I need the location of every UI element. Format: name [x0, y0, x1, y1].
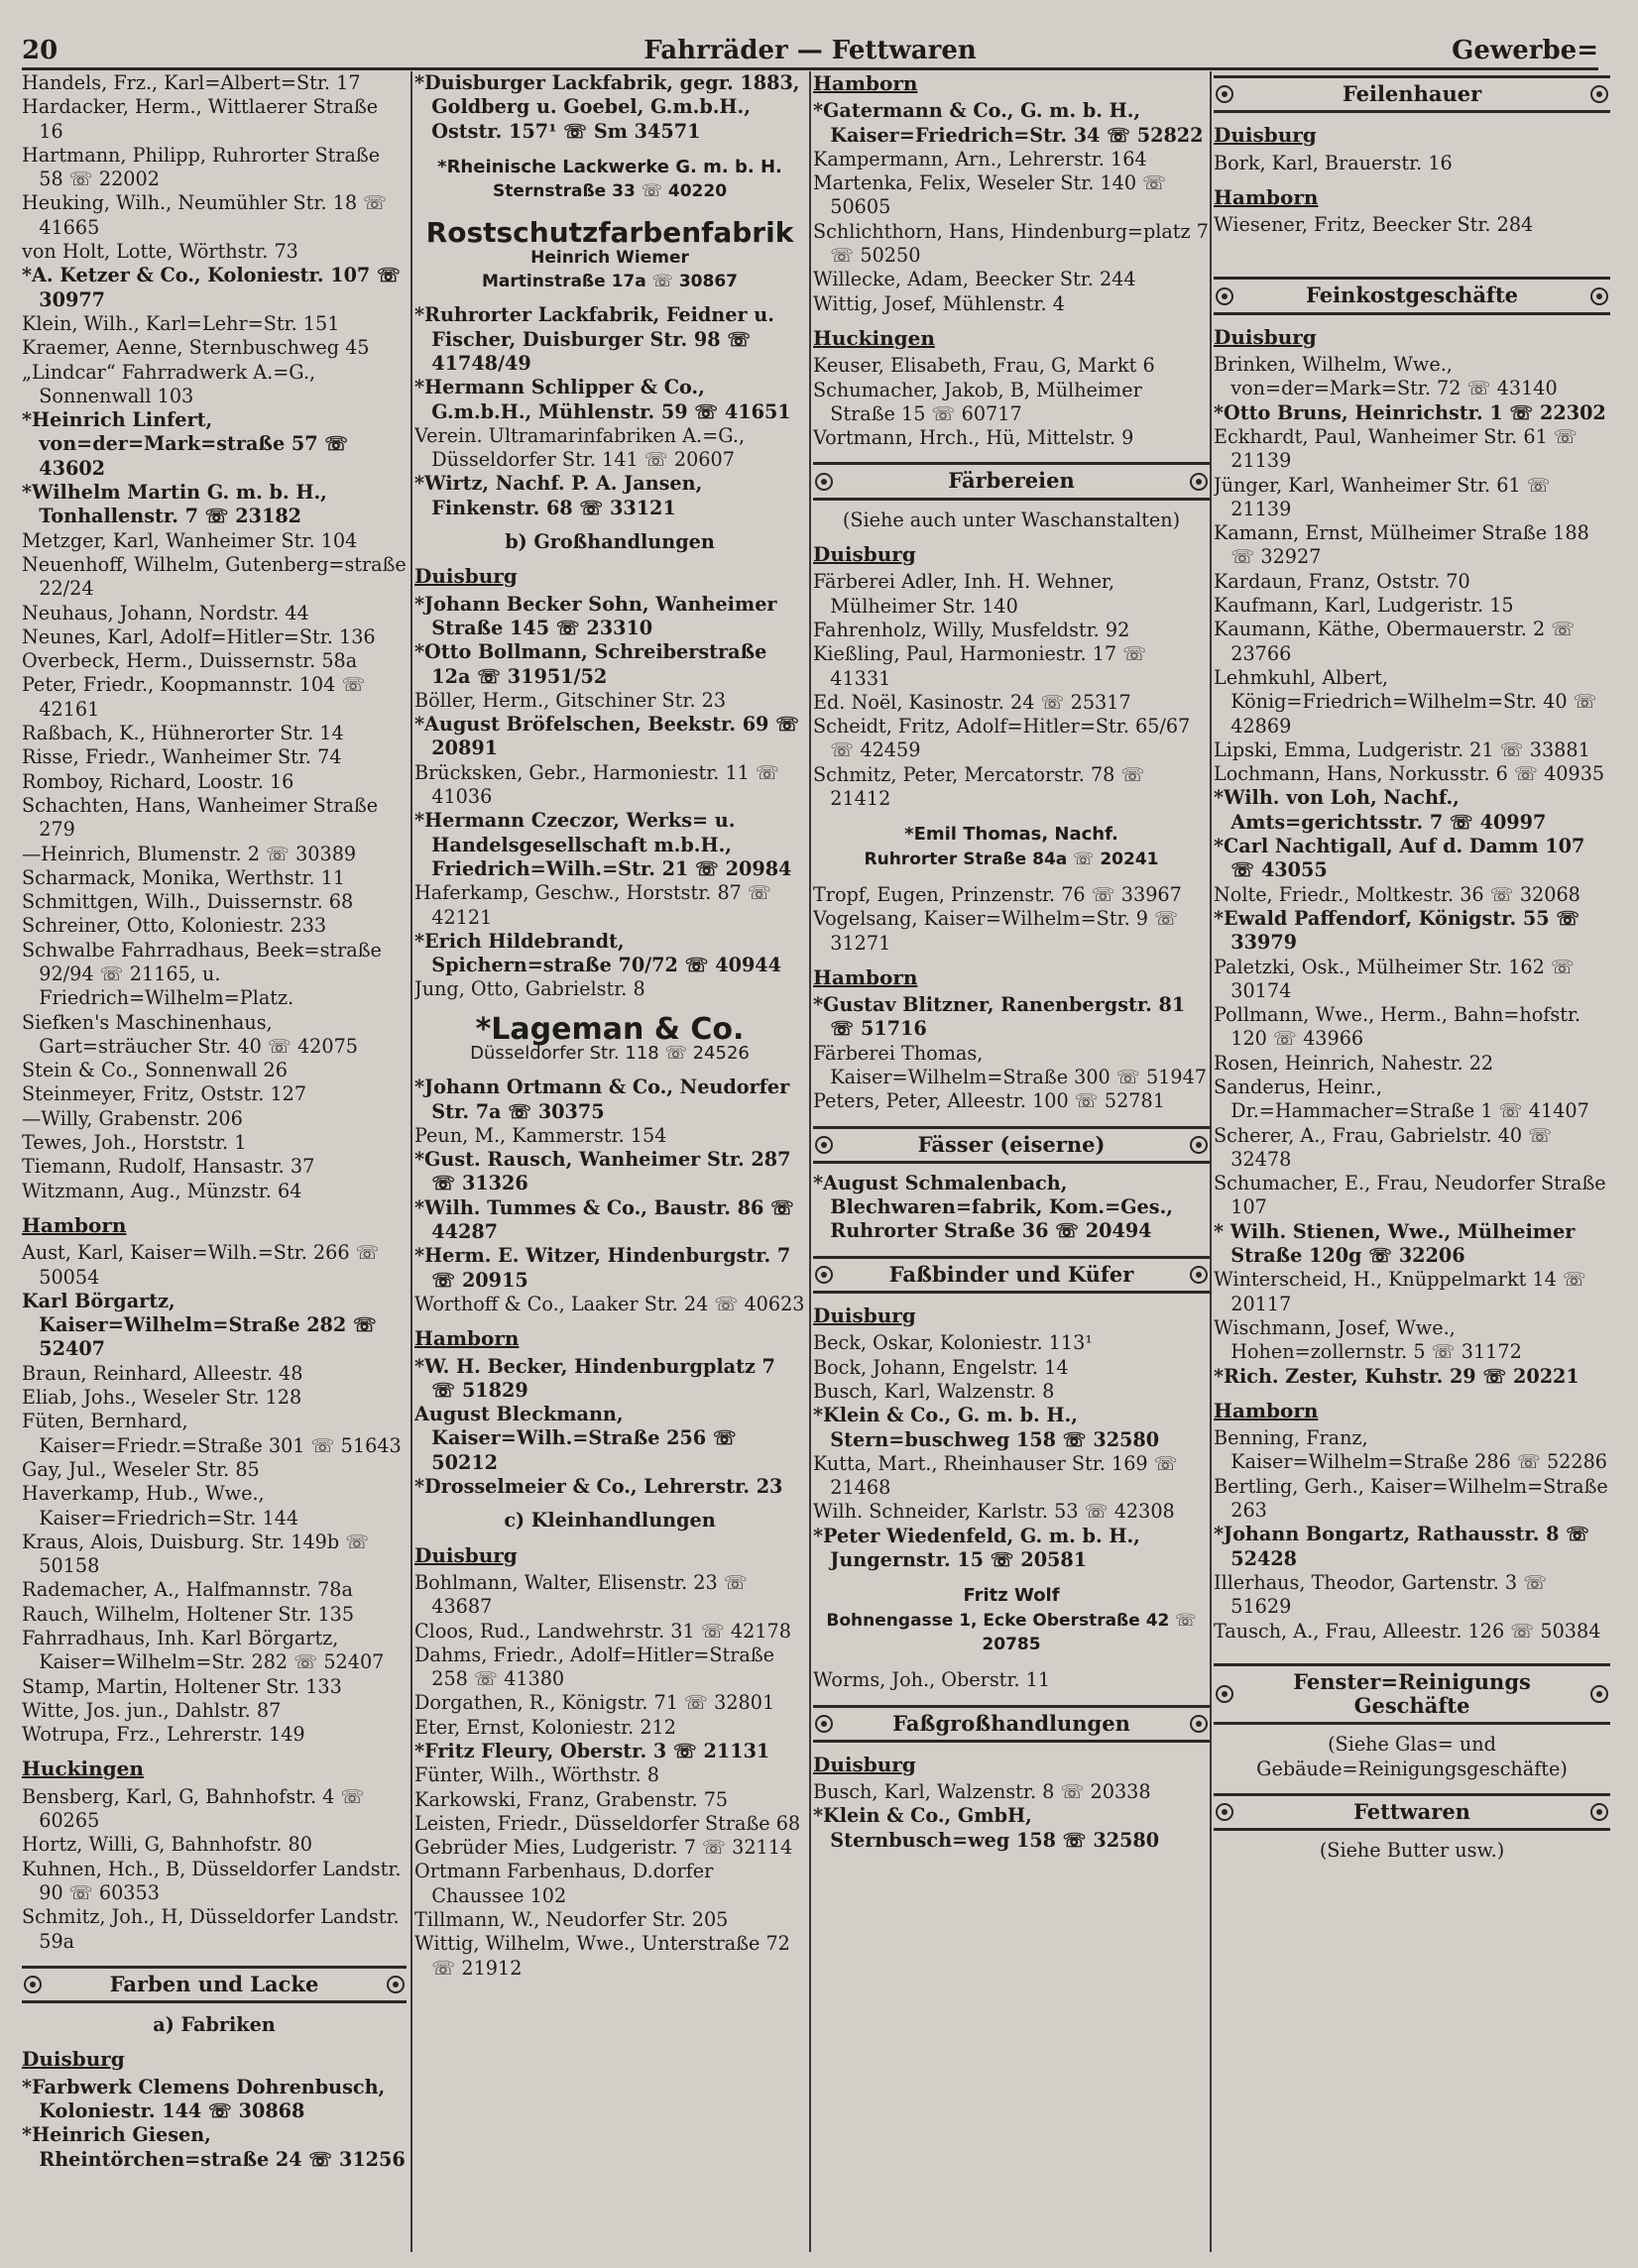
- directory-entry: *Hermann Schlipper & Co., G.m.b.H., Mühlenstr. 59 ☏ 41651: [414, 376, 791, 423]
- section-heading-text: Faßgroßhandlungen: [892, 1710, 1130, 1736]
- section-heading-text: Fenster=Reinigungs Geschäfte: [1293, 1668, 1531, 1719]
- directory-entry: *Farbwerk Clemens Dohrenbusch, Koloniestr. 144 ☏ 30868: [22, 2075, 386, 2123]
- column-4: [1214, 71, 1610, 2252]
- city-heading: Huckingen: [22, 1757, 144, 1781]
- directory-entry: Klein, Wilh., Karl=Lehr=Str. 151: [22, 311, 340, 335]
- column-divider: [1210, 71, 1212, 2252]
- directory-entry: Kardaun, Franz, Oststr. 70: [1214, 569, 1470, 593]
- entry-list: [813, 354, 1210, 450]
- bullet-icon: [1216, 1803, 1233, 1821]
- entry-list: [813, 993, 1210, 1113]
- directory-entry: Witte, Jos. jun., Dahlstr. 87: [22, 1698, 282, 1722]
- bullet-icon: [815, 1715, 833, 1733]
- directory-entry: Schwalbe Fahrradhaus, Beek=straße 92/94 ☏ 21165, u. Friedrich=Wilhelm=Platz.: [22, 938, 382, 1010]
- entry-list: [1214, 1426, 1610, 1644]
- directory-entry: Böller, Herm., Gitschiner Str. 23: [414, 688, 727, 712]
- directory-entry: *Hermann Czeczor, Werks= u. Handelsgesellschaft m.b.H., Friedrich=Wilh.=Str. 21 ☏ 20984: [414, 809, 792, 880]
- entry-list: [813, 1172, 1210, 1244]
- directory-entry: Kießling, Paul, Harmoniestr. 17 ☏ 41331: [813, 642, 1147, 690]
- advertisement: [813, 823, 1210, 871]
- bullet-icon: [1190, 1136, 1208, 1154]
- directory-entry: Peters, Peter, Alleestr. 100 ☏ 52781: [813, 1089, 1165, 1113]
- directory-entry: Aust, Karl, Kaiser=Wilh.=Str. 266 ☏ 50054: [22, 1241, 380, 1289]
- city-heading: Hamborn: [1214, 1398, 1319, 1422]
- page-title: Fahrräder — Fettwaren: [644, 36, 977, 65]
- bullet-icon: [1216, 1685, 1233, 1703]
- city-heading: Duisburg: [22, 2047, 125, 2072]
- directory-entry: Kaufmann, Karl, Ludgeristr. 15: [1214, 594, 1514, 618]
- entry-list: [813, 1331, 1210, 1572]
- bullet-icon: [1590, 85, 1608, 103]
- directory-entry: Stein & Co., Sonnenwall 26: [22, 1059, 288, 1082]
- section-heading: [813, 1126, 1210, 1164]
- bullet-icon: [1190, 1715, 1208, 1733]
- directory-entry: Wischmann, Josef, Wwe., Hohen=zollernstr. 5 ☏ 31172: [1214, 1315, 1522, 1364]
- ad-line: *Emil Thomas, Nachf.: [904, 824, 1118, 846]
- section-heading: [1214, 277, 1610, 314]
- directory-entry: Wittig, Wilhelm, Wwe., Unterstraße 72 ☏ 21912: [414, 1932, 790, 1980]
- directory-entry: Heuking, Wilh., Neumühler Str. 18 ☏ 41665: [22, 191, 388, 239]
- directory-entry: *Heinrich Linfert, von=der=Mark=straße 57 ☏ 43602: [22, 408, 349, 480]
- directory-entry: Vortmann, Hrch., Hü, Mittelstr. 9: [813, 426, 1134, 450]
- ad-line: Fritz Wolf: [963, 1585, 1060, 1607]
- directory-entry: Haverkamp, Hub., Wwe., Kaiser=Friedrich=Str. 144: [22, 1482, 299, 1530]
- directory-entry: *Gust. Rausch, Wanheimer Str. 287 ☏ 31326: [414, 1148, 791, 1195]
- directory-entry: Färberei Thomas, Kaiser=Wilhelm=Straße 300 ☏ 51947: [813, 1041, 1207, 1088]
- directory-entry: Schumacher, Jakob, B, Mülheimer Straße 15 ☏ 60717: [813, 378, 1142, 425]
- directory-entry: *Johann Ortmann & Co., Neudorfer Str. 7a ☏ 30375: [414, 1076, 790, 1123]
- directory-entry: August Bleckmann, Kaiser=Wilh.=Straße 256 ☏ 50212: [414, 1403, 737, 1474]
- entry-list: [1214, 353, 1610, 1389]
- directory-entry: *Wilhelm Martin G. m. b. H., Tonhallenstr. 7 ☏ 23182: [22, 481, 327, 528]
- directory-entry: Brücksken, Gebr., Harmoniestr. 11 ☏ 41036: [414, 760, 779, 809]
- directory-entry: Verein. Ultramarinfabriken A.=G., Düsseldorfer Str. 141 ☏ 20607: [414, 423, 746, 472]
- advertisement: [414, 156, 805, 204]
- directory-entry: —Heinrich, Blumenstr. 2 ☏ 30389: [22, 842, 357, 865]
- directory-entry: Martenka, Felix, Weseler Str. 140 ☏ 50605: [813, 171, 1167, 219]
- directory-entry: Eter, Ernst, Koloniestr. 212: [414, 1715, 676, 1739]
- directory-entry: Tewes, Joh., Horststr. 1: [22, 1131, 247, 1155]
- page-number: 20: [22, 36, 58, 65]
- directory-entry: Pollmann, Wwe., Herm., Bahn=hofstr. 120 ☏ 43966: [1214, 1003, 1581, 1051]
- section-heading-text: Farben und Lacke: [109, 1971, 319, 1996]
- directory-entry: Bertling, Gerh., Kaiser=Wilhelm=Straße 263: [1214, 1474, 1608, 1523]
- running-head: Gewerbe=: [1452, 36, 1598, 65]
- column-divider: [809, 71, 811, 2252]
- city-heading: Duisburg: [813, 1752, 916, 1776]
- bullet-icon: [24, 1976, 42, 1993]
- ad-line: Ruhrorter Straße 84a ☏ 20241: [864, 849, 1159, 869]
- directory-entry: Illerhaus, Theodor, Gartenstr. 3 ☏ 51629: [1214, 1570, 1548, 1619]
- directory-entry: *W. H. Becker, Hindenburgplatz 7 ☏ 51829: [414, 1354, 775, 1402]
- bullet-icon: [1590, 1803, 1608, 1821]
- directory-entry: Tausch, A., Frau, Alleestr. 126 ☏ 50384: [1214, 1619, 1601, 1643]
- bullet-icon: [1216, 85, 1233, 103]
- directory-entry: Tiemann, Rudolf, Hansastr. 37: [22, 1155, 315, 1179]
- directory-entry: Schmittgen, Wilh., Duissernstr. 68: [22, 890, 354, 914]
- directory-entry: Bohlmann, Walter, Elisenstr. 23 ☏ 43687: [414, 1570, 748, 1619]
- section-heading-text: Feilenhauer: [1342, 81, 1482, 106]
- directory-entry: Fünter, Wilh., Wörthstr. 8: [414, 1763, 659, 1787]
- directory-entry: Cloos, Rud., Landwehrstr. 31 ☏ 42178: [414, 1619, 791, 1643]
- directory-entry: Handels, Frz., Karl=Albert=Str. 17: [22, 71, 361, 94]
- ad-line: *Rheinische Lackwerke G. m. b. H.: [437, 156, 782, 177]
- directory-entry: Rademacher, A., Halfmannstr. 78a: [22, 1578, 353, 1602]
- section-heading: [1214, 1793, 1610, 1831]
- bullet-icon: [815, 1266, 833, 1284]
- section-heading: [813, 1705, 1210, 1743]
- directory-entry: Siefken's Maschinenhaus, Gart=sträucher Str. 40 ☏ 42075: [22, 1010, 359, 1058]
- subsection-heading: a) Fabriken: [153, 2013, 276, 2037]
- city-heading: Hamborn: [1214, 184, 1319, 209]
- directory-entry: Scharmack, Monika, Werthstr. 11: [22, 865, 346, 889]
- city-heading: Duisburg: [813, 1304, 916, 1328]
- directory-entry: Färberei Adler, Inh. H. Wehner, Mülheimer Str. 140: [813, 570, 1115, 618]
- directory-entry: Witzmann, Aug., Münzstr. 64: [22, 1179, 302, 1202]
- bullet-icon: [815, 1136, 833, 1154]
- directory-entry: *Heinrich Giesen, Rheintörchen=straße 24 ☏ 31256: [22, 2123, 406, 2171]
- directory-entry: Schmitz, Peter, Mercatorstr. 78 ☏ 21412: [813, 762, 1145, 811]
- directory-entry: Fahrenholz, Willy, Musfeldstr. 92: [813, 618, 1130, 641]
- directory-entry: Ed. Noël, Kasinostr. 24 ☏ 25317: [813, 690, 1131, 714]
- directory-entry: *Wirtz, Nachf. P. A. Jansen, Finkenstr. 68 ☏ 33121: [414, 472, 703, 519]
- directory-entry: Schumacher, E., Frau, Neudorfer Straße 107: [1214, 1172, 1606, 1219]
- directory-entry: *Johann Bongartz, Rathausstr. 8 ☏ 52428: [1214, 1523, 1590, 1570]
- bullet-icon: [815, 473, 833, 491]
- directory-entry: Sanderus, Heinr., Dr.=Hammacher=Straße 1 ☏ 41407: [1214, 1075, 1589, 1123]
- directory-entry: Hortz, Willi, G, Bahnhofstr. 80: [22, 1833, 312, 1857]
- directory-entry: Willecke, Adam, Beecker Str. 244: [813, 268, 1136, 291]
- city-heading: Duisburg: [1214, 123, 1317, 148]
- subsection-heading: b) Großhandlungen: [505, 530, 715, 554]
- directory-entry: *Wilh. Tummes & Co., Baustr. 86 ☏ 44287: [414, 1195, 795, 1244]
- directory-entry: *Gatermann & Co., G. m. b. H., Kaiser=Friedrich=Str. 34 ☏ 52822: [813, 99, 1204, 147]
- directory-entry: Eliab, Johs., Weseler Str. 128: [22, 1386, 302, 1410]
- directory-entry: Ortmann Farbenhaus, D.dorfer Chaussee 102: [414, 1860, 714, 1907]
- bullet-icon: [1590, 287, 1608, 305]
- column-divider: [410, 71, 412, 2252]
- section-heading: [22, 1966, 407, 2003]
- entry-list: [414, 1571, 805, 1981]
- bullet-icon: [387, 1976, 405, 1993]
- directory-entry: Karl Börgartz, Kaiser=Wilhelm=Straße 282 ☏ 52407: [22, 1289, 377, 1361]
- page-header: [22, 36, 1598, 70]
- city-heading: Duisburg: [414, 1542, 518, 1567]
- directory-entry: *A. Ketzer & Co., Koloniestr. 107 ☏ 30977: [22, 264, 401, 311]
- directory-entry: *August Schmalenbach, Blechwaren=fabrik, Kom.=Ges., Ruhrorter Straße 36 ☏ 20494: [813, 1171, 1173, 1243]
- directory-entry: *Drosselmeier & Co., Lehrerstr. 23: [414, 1475, 783, 1499]
- entry-list: [813, 99, 1210, 316]
- directory-entry: Fahrradhaus, Inh. Karl Börgartz, Kaiser=Wilhelm=Str. 282 ☏ 52407: [22, 1627, 385, 1674]
- section-heading: [1214, 1663, 1610, 1726]
- directory-entry: Wittig, Josef, Mühlenstr. 4: [813, 291, 1065, 315]
- directory-entry: Lipski, Emma, Ludgeristr. 21 ☏ 33881: [1214, 737, 1590, 761]
- directory-entry: *Gustav Blitzner, Ranenbergstr. 81 ☏ 51716: [813, 993, 1186, 1041]
- entry-list: [1214, 152, 1610, 175]
- directory-entry: Peun, M., Kammerstr. 154: [414, 1123, 667, 1147]
- entry-list: [813, 1668, 1210, 1692]
- directory-entry: Keuser, Elisabeth, Frau, G, Markt 6: [813, 354, 1155, 378]
- directory-entry: Romboy, Richard, Loostr. 16: [22, 769, 294, 793]
- city-heading: Hamborn: [22, 1212, 127, 1237]
- directory-entry: Risse, Friedr., Wanheimer Str. 74: [22, 745, 342, 769]
- section-heading: [1214, 75, 1610, 113]
- ad-line: Martinstraße 17a ☏ 30867: [482, 272, 738, 292]
- section-heading: [813, 1256, 1210, 1294]
- directory-entry: *Klein & Co., GmbH, Sternbusch=weg 158 ☏ 32580: [813, 1804, 1160, 1852]
- directory-entry: Schreiner, Otto, Koloniestr. 233: [22, 914, 327, 938]
- bullet-icon: [1590, 1685, 1608, 1703]
- directory-entry: Wotrupa, Frz., Lehrerstr. 149: [22, 1723, 305, 1747]
- directory-entry: Metzger, Karl, Wanheimer Str. 104: [22, 528, 358, 552]
- advertisement: [813, 1584, 1210, 1656]
- ad-line: Heinrich Wiemer: [530, 247, 689, 268]
- directory-entry: Bock, Johann, Engelstr. 14: [813, 1355, 1069, 1379]
- directory-entry: Tillmann, W., Neudorfer Str. 205: [414, 1908, 729, 1932]
- directory-entry: Dahms, Friedr., Adolf=Hitler=Straße 258 ☏ 41380: [414, 1643, 775, 1691]
- directory-entry: Kamann, Ernst, Mülheimer Straße 188 ☏ 32927: [1214, 521, 1589, 569]
- ad-line: Bohnengasse 1, Ecke Oberstraße 42 ☏ 20785: [826, 1610, 1197, 1654]
- directory-entry: Nolte, Friedr., Moltkestr. 36 ☏ 32068: [1214, 882, 1580, 906]
- directory-entry: Winterscheid, H., Knüppelmarkt 14 ☏ 20117: [1214, 1268, 1586, 1315]
- directory-entry: Füten, Bernhard, Kaiser=Friedr.=Straße 301 ☏ 51643: [22, 1410, 402, 1457]
- directory-entry: Hardacker, Herm., Wittlaerer Straße 16: [22, 95, 379, 143]
- directory-entry: Kampermann, Arn., Lehrerstr. 164: [813, 147, 1147, 170]
- city-heading: Huckingen: [813, 325, 935, 350]
- directory-entry: Tropf, Eugen, Prinzenstr. 76 ☏ 33967: [813, 882, 1182, 906]
- directory-entry: Bork, Karl, Brauerstr. 16: [1214, 151, 1453, 174]
- directory-entry: Kraus, Alois, Duisburg. Str. 149b ☏ 50158: [22, 1530, 370, 1578]
- directory-entry: Schlichthorn, Hans, Hindenburg=platz 7 ☏ 50250: [813, 219, 1209, 268]
- directory-entry: Raßbach, K., Hühnerorter Str. 14: [22, 722, 344, 745]
- entry-list: [414, 1355, 805, 1500]
- directory-entry: *Rich. Zester, Kuhstr. 29 ☏ 20221: [1214, 1364, 1580, 1388]
- directory-entry: *Herm. E. Witzer, Hindenburgstr. 7 ☏ 20915: [414, 1244, 791, 1292]
- directory-entry: *Klein & Co., G. m. b. H., Stern=buschweg 158 ☏ 32580: [813, 1404, 1160, 1451]
- directory-entry: *Wilh. von Loh, Nachf., Amts=gerichtsstr. 7 ☏ 40997: [1214, 786, 1547, 834]
- city-heading: Hamborn: [414, 1326, 520, 1351]
- directory-entry: Jünger, Karl, Wanheimer Str. 61 ☏ 21139: [1214, 473, 1551, 520]
- entry-list: [813, 1780, 1210, 1853]
- column-1: [22, 71, 407, 2252]
- section-heading-text: Faßbinder und Küfer: [888, 1261, 1134, 1287]
- directory-entry: Busch, Karl, Walzenstr. 8 ☏ 20338: [813, 1780, 1151, 1804]
- directory-entry: Braun, Reinhard, Alleestr. 48: [22, 1361, 303, 1385]
- directory-entry: —Willy, Grabenstr. 206: [22, 1106, 243, 1130]
- cross-reference-note: (Siehe Butter usw.): [1319, 1839, 1505, 1863]
- directory-entry: *Otto Bollmann, Schreiberstraße 12a ☏ 31951/52: [414, 640, 767, 688]
- directory-entry: Neuhaus, Johann, Nordstr. 44: [22, 601, 309, 624]
- bullet-icon: [1190, 473, 1208, 491]
- city-heading: Hamborn: [813, 71, 918, 95]
- directory-entry: Haferkamp, Geschw., Horststr. 87 ☏ 42121: [414, 881, 771, 929]
- city-heading: Duisburg: [1214, 324, 1317, 349]
- directory-entry: *August Bröfelschen, Beekstr. 69 ☏ 20891: [414, 713, 800, 760]
- directory-entry: Jung, Otto, Gabrielstr. 8: [414, 977, 645, 1001]
- city-heading: Hamborn: [813, 964, 918, 989]
- city-heading: Duisburg: [813, 542, 916, 567]
- directory-entry: *Peter Wiedenfeld, G. m. b. H., Jungernstr. 15 ☏ 20581: [813, 1524, 1140, 1572]
- entry-list: [22, 1785, 407, 1954]
- section-heading-text: Feinkostgeschäfte: [1305, 283, 1519, 308]
- entry-list: [1214, 213, 1610, 237]
- directory-entry: Schachten, Hans, Wanheimer Straße 279: [22, 793, 379, 842]
- ad-line: Sternstraße 33 ☏ 40220: [492, 181, 728, 202]
- directory-entry: Stamp, Martin, Holtener Str. 133: [22, 1674, 342, 1698]
- directory-entry: Lehmkuhl, Albert, König=Friedrich=Wilhelm=Str. 40 ☏ 42869: [1214, 665, 1597, 737]
- entry-list: [414, 1076, 805, 1316]
- directory-entry: Wiesener, Fritz, Beecker Str. 284: [1214, 213, 1534, 237]
- directory-entry: von Holt, Lotte, Wörthstr. 73: [22, 240, 298, 264]
- directory-entry: * Wilh. Stienen, Wwe., Mülheimer Straße 120g ☏ 32206: [1214, 1219, 1576, 1268]
- directory-entry: Scherer, A., Frau, Gabrielstr. 40 ☏ 32478: [1214, 1123, 1553, 1171]
- entry-list: [22, 1241, 407, 1747]
- directory-entry: Worms, Joh., Oberstr. 11: [813, 1668, 1051, 1692]
- directory-entry: Peter, Friedr., Koopmannstr. 104 ☏ 42161: [22, 673, 366, 721]
- section-heading: [813, 462, 1210, 500]
- advertisement: [414, 1011, 805, 1067]
- directory-entry: Vogelsang, Kaiser=Wilhelm=Str. 9 ☏ 31271: [813, 907, 1179, 955]
- advertisement: [414, 216, 805, 293]
- directory-entry: Lochmann, Hans, Norkusstr. 6 ☏ 40935: [1214, 762, 1605, 786]
- section-heading-text: Fettwaren: [1353, 1799, 1470, 1824]
- cross-reference-note: (Siehe auch unter Waschanstalten): [842, 508, 1181, 531]
- directory-entry: Rosen, Heinrich, Nahestr. 22: [1214, 1051, 1494, 1075]
- directory-entry: Karkowski, Franz, Grabenstr. 75: [414, 1787, 729, 1811]
- directory-entry: *Fritz Fleury, Oberstr. 3 ☏ 21131: [414, 1740, 770, 1762]
- directory-entry: *Duisburger Lackfabrik, gegr. 1883, Goldberg u. Goebel, G.m.b.H., Oststr. 157¹ ☏ Sm 34571: [414, 71, 800, 143]
- ad-line: *Lageman & Co.: [475, 1011, 745, 1047]
- entry-list: [813, 570, 1210, 811]
- directory-entry: Bensberg, Karl, G, Bahnhofstr. 4 ☏ 60265: [22, 1784, 365, 1833]
- directory-entry: Rauch, Wilhelm, Holtener Str. 135: [22, 1602, 355, 1626]
- city-heading: Duisburg: [414, 564, 518, 589]
- ad-line: Düsseldorfer Str. 118 ☏ 24526: [470, 1042, 750, 1064]
- directory-entry: Worthoff & Co., Laaker Str. 24 ☏ 40623: [414, 1292, 805, 1315]
- entry-list: [414, 593, 805, 1002]
- subsection-heading: c) Kleinhandlungen: [504, 1509, 716, 1532]
- directory-entry: Kaumann, Käthe, Obermauerstr. 2 ☏ 23766: [1214, 618, 1576, 665]
- ad-line: Rostschutzfarbenfabrik: [425, 216, 794, 250]
- directory-entry: *Ruhrorter Lackfabrik, Feidner u. Fischer, Duisburger Str. 98 ☏ 41748/49: [414, 303, 774, 375]
- directory-entry: Benning, Franz, Kaiser=Wilhelm=Straße 286 ☏ 52286: [1214, 1426, 1607, 1474]
- directory-entry: Hartmann, Philipp, Ruhrorter Straße 58 ☏ 22002: [22, 143, 381, 191]
- directory-entry: Paletzki, Osk., Mülheimer Str. 162 ☏ 30174: [1214, 955, 1575, 1002]
- directory-entry: Wilh. Schneider, Karlstr. 53 ☏ 42308: [813, 1500, 1175, 1524]
- directory-entry: Schmitz, Joh., H, Düsseldorfer Landstr. 59a: [22, 1905, 400, 1953]
- directory-entry: Leisten, Friedr., Düsseldorfer Straße 68: [414, 1811, 801, 1835]
- directory-entry: Brinken, Wilhelm, Wwe., von=der=Mark=Str. 72 ☏ 43140: [1214, 353, 1558, 400]
- directory-entry: Neunes, Karl, Adolf=Hitler=Str. 136: [22, 624, 376, 648]
- cross-reference-note: (Siehe Glas= und Gebäude=Reinigungsgeschäfte): [1256, 1733, 1568, 1780]
- directory-entry: Busch, Karl, Walzenstr. 8: [813, 1379, 1055, 1403]
- directory-entry: *Ewald Paffendorf, Königstr. 55 ☏ 33979: [1214, 906, 1580, 955]
- entry-list: [414, 303, 805, 520]
- section-heading-text: Fässer (eiserne): [917, 1131, 1106, 1157]
- directory-entry: Kraemer, Aenne, Sternbuschweg 45: [22, 336, 370, 360]
- bullet-icon: [1190, 1266, 1208, 1284]
- directory-entry: Scheidt, Fritz, Adolf=Hitler=Str. 65/67 ☏ 42459: [813, 715, 1191, 762]
- directory-entry: Neuenhoff, Wilhelm, Gutenberg=straße 22/24: [22, 552, 407, 601]
- directory-entry: *Johann Becker Sohn, Wanheimer Straße 145 ☏ 23310: [414, 592, 777, 639]
- directory-entry: Eckhardt, Paul, Wanheimer Str. 61 ☏ 21139: [1214, 424, 1578, 473]
- column-3: [813, 71, 1210, 2252]
- directory-entry: Beck, Oskar, Koloniestr. 113¹: [813, 1331, 1093, 1355]
- entry-list: [813, 883, 1210, 956]
- directory-entry: Steinmeyer, Fritz, Oststr. 127: [22, 1082, 307, 1106]
- directory-entry: *Carl Nachtigall, Auf d. Damm 107 ☏ 43055: [1214, 835, 1585, 882]
- directory-entry: „Lindcar“ Fahrradwerk A.=G., Sonnenwall 103: [22, 360, 316, 407]
- column-2: [414, 71, 805, 2252]
- directory-entry: *Erich Hildebrandt, Spichern=straße 70/72 ☏ 40944: [414, 929, 781, 977]
- directory-entry: Overbeck, Herm., Duissernstr. 58a: [22, 649, 358, 673]
- directory-entry: Gay, Jul., Weseler Str. 85: [22, 1457, 260, 1481]
- directory-entry: *Otto Bruns, Heinrichstr. 1 ☏ 22302: [1214, 400, 1606, 424]
- entry-list: [22, 71, 407, 1203]
- directory-entry: Gebrüder Mies, Ludgeristr. 7 ☏ 32114: [414, 1836, 793, 1860]
- entry-list: [414, 71, 805, 144]
- section-heading-text: Färbereien: [948, 468, 1075, 494]
- directory-entry: Kuhnen, Hch., B, Düsseldorfer Landstr. 90 ☏ 60353: [22, 1857, 402, 1904]
- bullet-icon: [1216, 287, 1233, 305]
- directory-entry: Kutta, Mart., Rheinhauser Str. 169 ☏ 21468: [813, 1451, 1178, 1500]
- directory-entry: Dorgathen, R., Königstr. 71 ☏ 32801: [414, 1691, 775, 1715]
- entry-list: [22, 2076, 407, 2172]
